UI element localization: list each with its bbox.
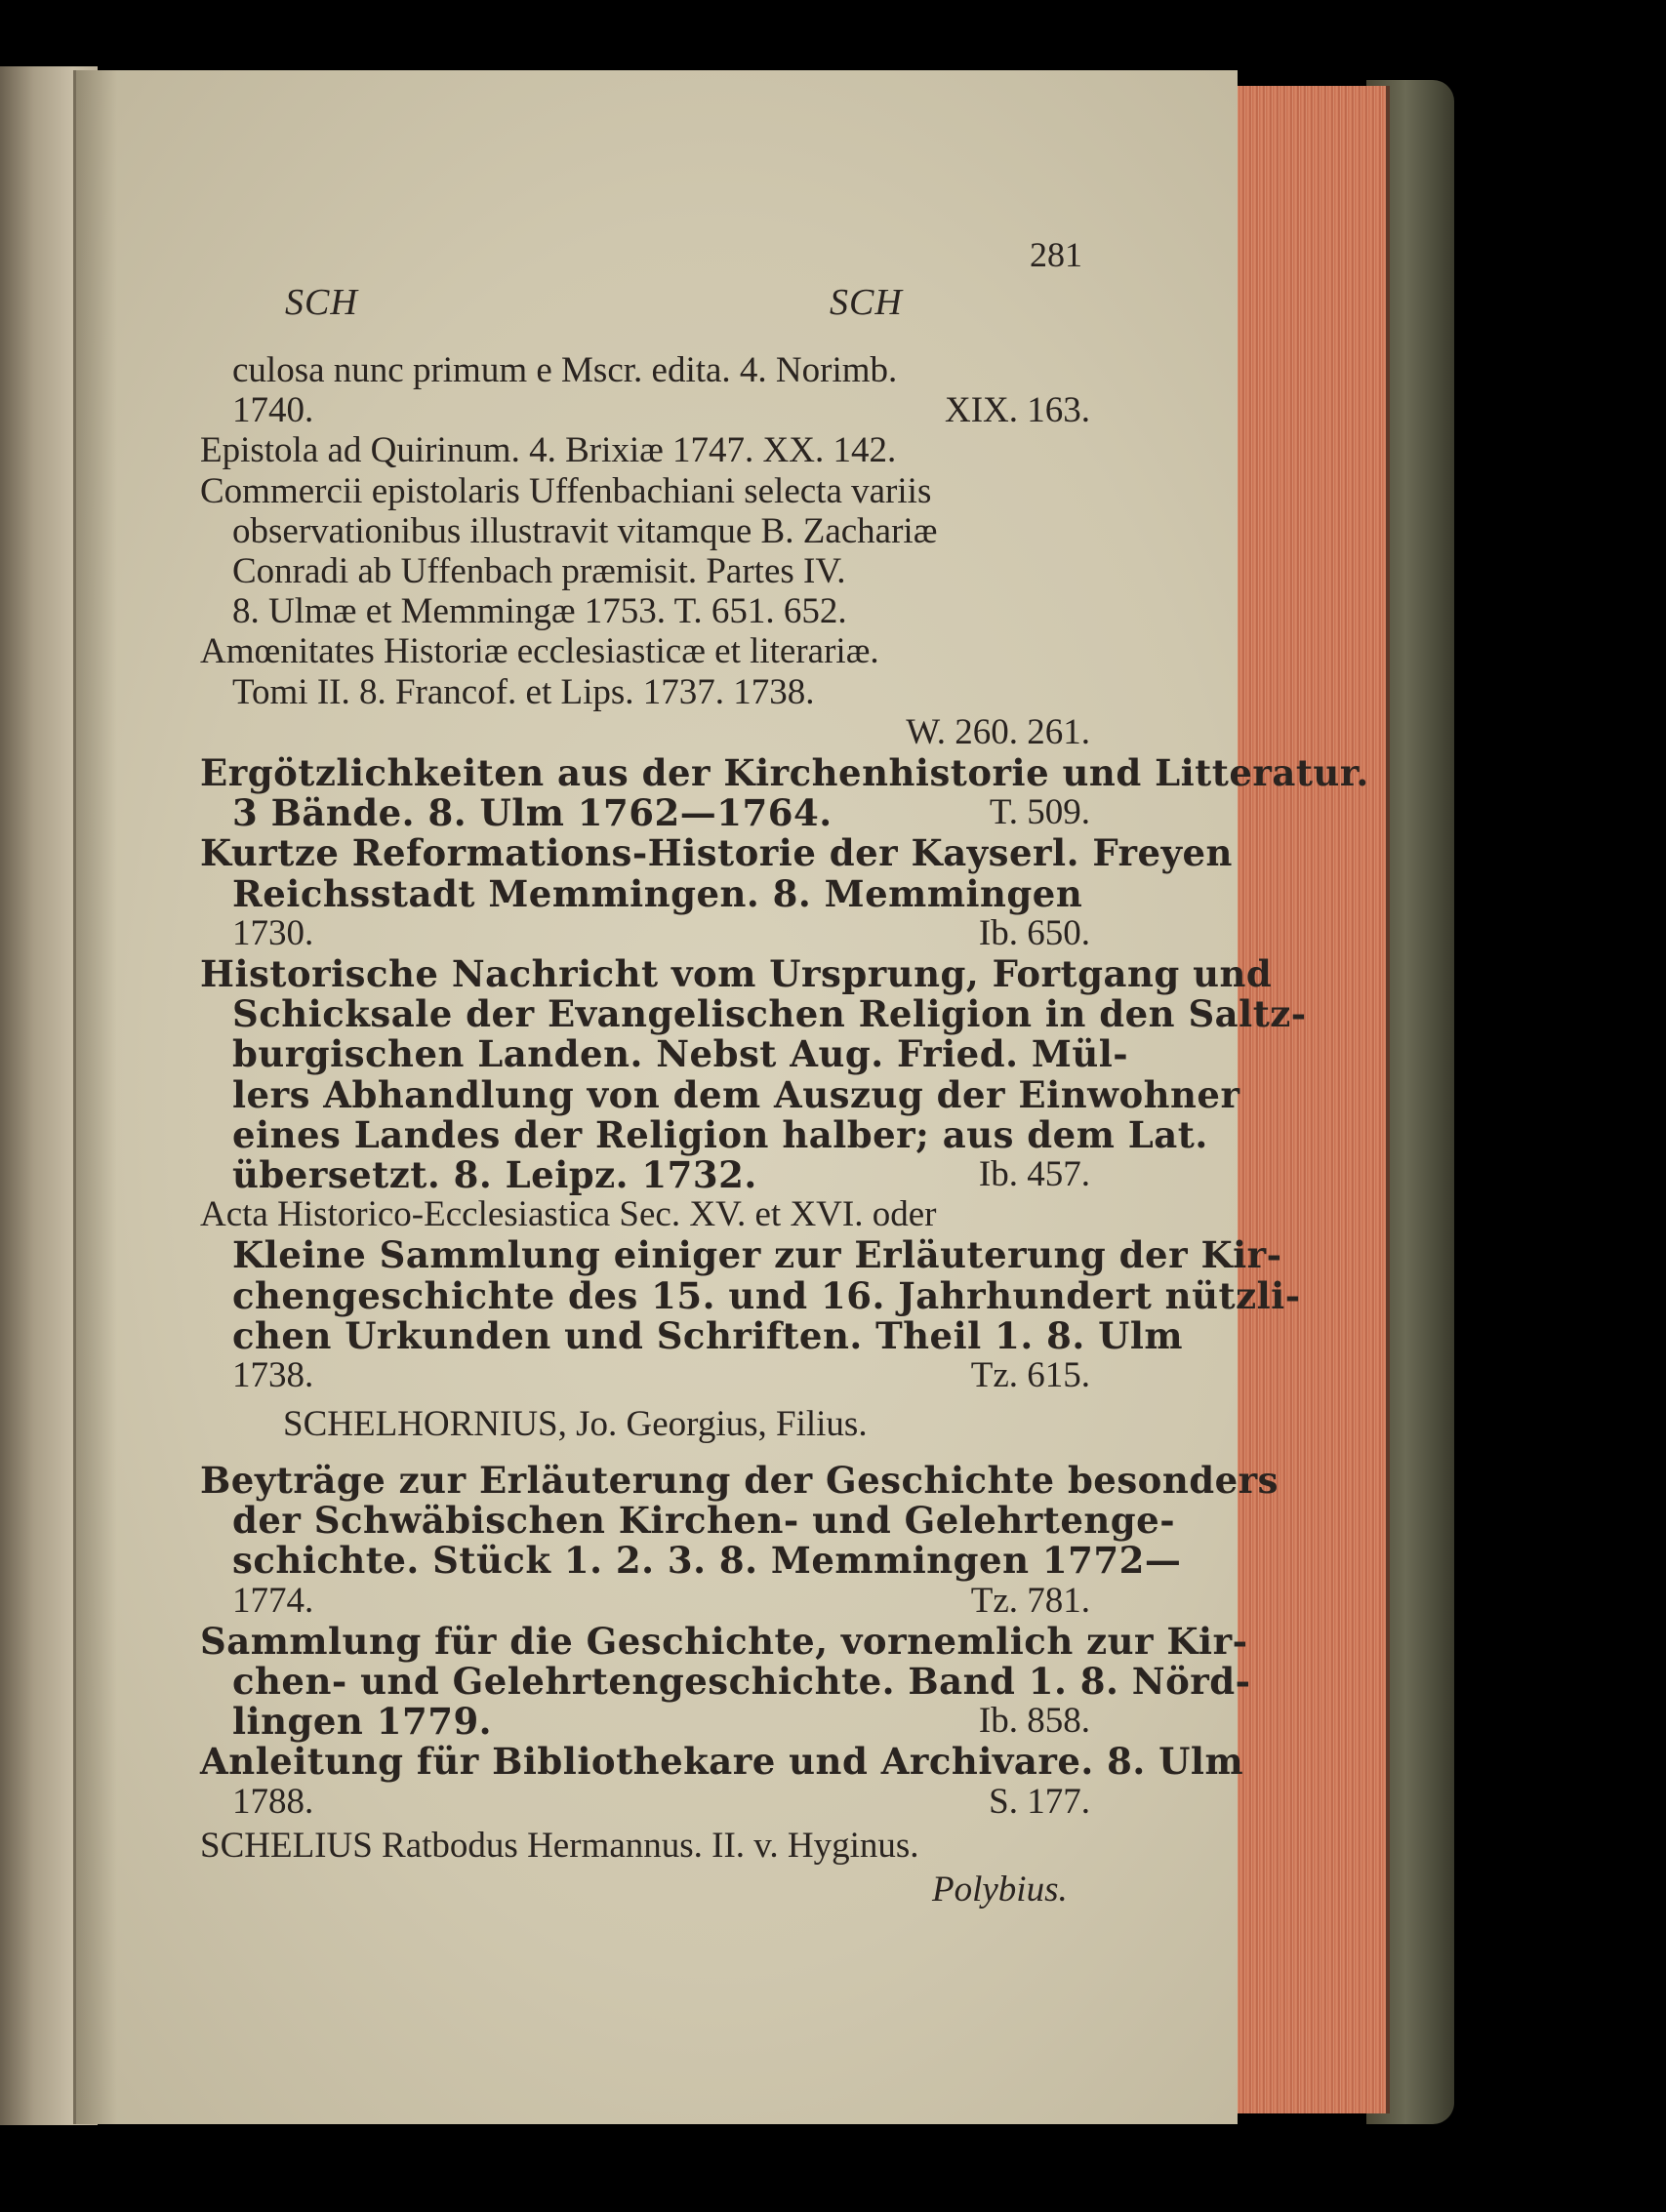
entry-line: chen- und Gelehrtengeschichte. Band 1. 8. Nörd-	[232, 1660, 1251, 1703]
entry-line: übersetzt. 8. Leipz. 1732.	[232, 1153, 757, 1196]
entry-line: 1730.	[232, 912, 314, 953]
entry-line: culosa nunc primum e Mscr. edita. 4. Norimb.	[232, 350, 898, 390]
running-header-right: SCH	[830, 282, 903, 323]
entry-reference: XIX. 163.	[944, 390, 1090, 431]
entry-line: 8. Ulmæ et Memmingæ 1753. T. 651. 652.	[232, 591, 847, 632]
entry-line: observationibus illustravit vitamque B. Zachariæ	[232, 510, 938, 551]
entry-line: burgischen Landen. Nebst Aug. Fried. Mül-	[232, 1032, 1129, 1076]
author-heading-schelius: SCHELIUS Ratbodus Hermannus. II. v. Hyginus.	[200, 1826, 919, 1866]
entry-line: Schicksale der Evangelischen Religion in den Saltz-	[232, 992, 1307, 1036]
entry-line: Conradi ab Uffenbach præmisit. Partes IV.	[232, 551, 846, 591]
entry-line: chen Urkunden und Schriften. Theil 1. 8. Ulm	[232, 1313, 1184, 1357]
author-heading-continuation: Polybius.	[932, 1870, 1068, 1910]
entry-line: lingen 1779.	[232, 1700, 493, 1744]
entry-line: 1738.	[232, 1355, 314, 1395]
entry-line: schichte. Stück 1. 2. 3. 8. Memmingen 1772—	[232, 1539, 1182, 1583]
entry-line: Anleitung für Bibliothekare und Archivare. 8. Ulm	[200, 1740, 1244, 1784]
entry-line: lers Abhandlung von dem Auszug der Einwohner	[232, 1072, 1240, 1116]
entry-line: 3 Bände. 8. Ulm 1762—1764.	[232, 791, 833, 835]
entry-line: Beyträge zur Erläuterung der Geschichte besonders	[200, 1459, 1279, 1502]
page-edges	[1225, 86, 1390, 2113]
gutter-shadow	[73, 70, 117, 2124]
entry-line: 1774.	[232, 1580, 314, 1621]
entry-line: Amœnitates Historiæ ecclesiasticæ et literariæ.	[200, 631, 879, 672]
entry-reference: W. 260. 261.	[906, 711, 1090, 752]
entry-line: Epistola ad Quirinum. 4. Brixiæ 1747. XX. 142.	[200, 430, 897, 471]
entry-line: Acta Historico-Ecclesiastica Sec. XV. et XVI. oder	[200, 1194, 937, 1235]
entry-reference: T. 509.	[989, 792, 1090, 833]
entry-line: chengeschichte des 15. und 16. Jahrhundert nützli-	[232, 1273, 1301, 1317]
entry-line: Kleine Sammlung einiger zur Erläuterung der Kir-	[232, 1233, 1282, 1277]
author-heading-schelhornius: SCHELHORNIUS, Jo. Georgius, Filius.	[283, 1404, 868, 1444]
entry-line: der Schwäbischen Kirchen- und Gelehrtenge-	[232, 1499, 1176, 1543]
entry-reference: Ib. 457.	[978, 1154, 1090, 1194]
entry-line: Ergötzlichkeiten aus der Kirchenhistorie und Litteratur.	[200, 751, 1369, 794]
entry-reference: S. 177.	[989, 1781, 1090, 1822]
entry-reference: Ib. 650.	[978, 912, 1090, 953]
entry-line: 1788.	[232, 1781, 314, 1822]
entry-line: Commercii epistolaris Uffenbachiani selecta variis	[200, 470, 932, 511]
entry-reference: Ib. 858.	[978, 1701, 1090, 1742]
page-number: 281	[1030, 235, 1082, 274]
entry-line: Kurtze Reformations-Historie der Kayserl. Freyen	[200, 831, 1233, 875]
entry-reference: Tz. 781.	[970, 1580, 1090, 1621]
entry-line: Historische Nachricht vom Ursprung, Fortgang und	[200, 952, 1273, 995]
entry-line: 1740.	[232, 390, 314, 431]
entry-line: Sammlung für die Geschichte, vornemlich zur Kir-	[200, 1619, 1248, 1663]
entry-line: Tomi II. 8. Francof. et Lips. 1737. 1738.	[232, 671, 815, 712]
entry-line: eines Landes der Religion halber; aus dem Lat.	[232, 1112, 1208, 1156]
entry-line: Reichsstadt Memmingen. 8. Memmingen	[232, 871, 1083, 915]
running-header-left: SCH	[285, 282, 358, 323]
entry-reference: Tz. 615.	[970, 1355, 1090, 1395]
